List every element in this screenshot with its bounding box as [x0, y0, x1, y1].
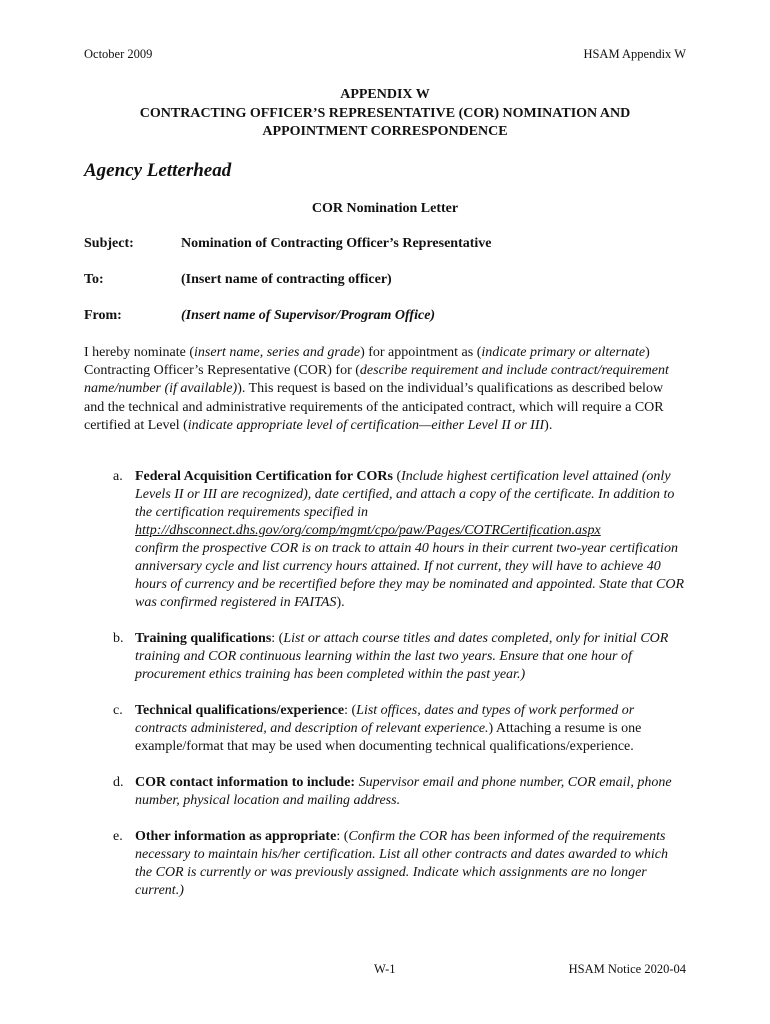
item-instruction: List offices, dates and types of work performed or contracts administered, and description of relevant experience. — [135, 703, 635, 736]
list-marker: a. — [113, 469, 123, 484]
list-marker: e. — [113, 829, 123, 844]
header-doc-id: HSAM Appendix W — [583, 47, 686, 61]
to-label: To: — [84, 272, 104, 287]
intro-text: I hereby nominate ( — [84, 345, 195, 360]
item-text: : ( — [344, 703, 357, 718]
list-item-e — [84, 828, 684, 900]
intro-placeholder: insert name, series and grade — [194, 345, 361, 360]
certification-link[interactable]: http://dhsconnect.dhs.gov/org/comp/mgmt/cpo/paw/Pages/COTRCertification.aspx — [135, 523, 601, 538]
item-instruction: Confirm the COR has been informed of the requirements necessary to maintain his/her certification. List all other contracts and dates awarded to which the COR is currently or was previously assigned. Indicate which assignments are no longer current.) — [135, 829, 668, 898]
item-text: : ( — [336, 829, 349, 844]
title-line-2: CONTRACTING OFFICER’S REPRESENTATIVE (COR) NOMINATION AND — [139, 105, 631, 121]
subject-value: Nomination of Contracting Officer’s Representative — [181, 236, 492, 251]
item-instruction: Supervisor email and phone number, COR email, phone number, physical location and mailing address. — [135, 775, 672, 808]
agency-letterhead: Agency Letterhead — [84, 160, 232, 181]
item-instruction: confirm the prospective COR is on track to attain 40 hours in their current two-year certification anniversary cycle and list currency hours attained. If not current, they will have to achieve 40 hours of currency and be recertified before they may be nominated and appointed. State that COR was confirmed registered in FAITAS — [135, 541, 684, 610]
item-text: ( — [392, 469, 402, 484]
to-value: (Insert name of contracting officer) — [181, 272, 392, 287]
item-heading: COR contact information to include: — [135, 775, 356, 790]
intro-paragraph — [84, 344, 684, 435]
item-text: ). — [336, 595, 345, 610]
intro-placeholder: indicate appropriate level of certification—either Level II or III — [187, 417, 545, 433]
item-heading: Technical qualifications/experience — [135, 703, 345, 718]
footer-notice: HSAM Notice 2020-04 — [568, 962, 686, 976]
from-label: From: — [84, 308, 122, 323]
subject-label: Subject: — [84, 236, 134, 251]
document-title — [84, 86, 686, 142]
from-value: (Insert name of Supervisor/Program Office) — [181, 308, 436, 323]
title-line-3: APPOINTMENT CORRESPONDENCE — [262, 124, 508, 139]
item-text: ) Attaching a resume is one example/format that may be used when documenting technical qualifications/experience. — [135, 721, 642, 754]
list-item-c — [84, 702, 684, 756]
to-field — [84, 272, 392, 288]
title-line-1: APPENDIX W — [340, 87, 430, 102]
requirements-list — [84, 468, 684, 918]
intro-text: ) for appointment as ( — [360, 345, 482, 360]
item-text: : ( — [271, 631, 284, 646]
item-instruction: List or attach course titles and dates completed, only for initial COR training and COR continuous learning within the last two years. Ensure that one hour of procurement ethics training has been completed within the past year.) — [135, 631, 669, 682]
intro-placeholder: indicate primary or alternate — [481, 345, 646, 360]
intro-text: ). — [544, 417, 553, 433]
item-heading: Other information as appropriate — [135, 829, 337, 844]
from-field — [84, 308, 435, 324]
item-instruction: Include highest certification level attained (only Levels II or III are recognized), date certified, and attach a copy of the certificate. In addition to the certification requirements specified in — [135, 469, 675, 520]
list-marker: d. — [113, 775, 124, 790]
list-item-b — [84, 630, 684, 684]
letter-title: COR Nomination Letter — [311, 201, 459, 216]
item-heading: Federal Acquisition Certification for CORs — [135, 469, 393, 484]
list-marker: c. — [113, 703, 123, 718]
list-item-a — [84, 468, 684, 612]
intro-text: ). This request is based on the individual’s qualifications as described below and the technical and administrative requirements of the anticipated contract, which will require a COR certified at Level ( — [84, 381, 664, 433]
subject-field — [84, 236, 492, 252]
item-heading: Training qualifications — [135, 631, 272, 646]
intro-placeholder: describe requirement and include contract/requirement name/number (if available) — [84, 363, 669, 397]
list-marker: b. — [113, 631, 124, 646]
list-item-d — [84, 774, 684, 810]
intro-text: ) Contracting Officer’s Representative (COR) for ( — [84, 345, 650, 379]
footer-page-number: W-1 — [374, 962, 396, 976]
header-date: October 2009 — [84, 47, 153, 61]
